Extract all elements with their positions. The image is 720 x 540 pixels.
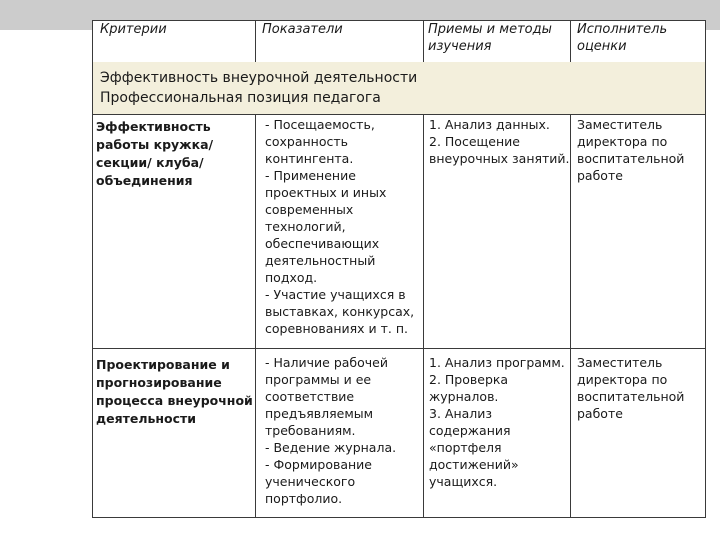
- criteria-line: прогнозирование: [96, 375, 222, 390]
- indicator-line: ученического: [265, 474, 356, 489]
- row2-methods: [429, 354, 565, 490]
- executor-line: работе: [577, 168, 623, 183]
- header-methods-line: изучения: [428, 39, 492, 54]
- row1-criteria: [96, 118, 213, 190]
- method-line: учащихся.: [429, 474, 498, 489]
- criteria-line: работы кружка/: [96, 137, 214, 152]
- executor-line: работе: [577, 406, 623, 421]
- indicator-line: требованиям.: [265, 423, 356, 438]
- section-subtitle: Профессиональная позиция педагога: [100, 90, 381, 106]
- header-executor: [577, 21, 667, 55]
- indicator-line: соответствие: [265, 389, 355, 404]
- executor-line: воспитательной: [577, 389, 685, 404]
- method-line: журналов.: [429, 389, 499, 404]
- indicator-line: выставках, конкурсах,: [265, 304, 415, 319]
- criteria-line: процесса внеурочной: [96, 393, 253, 408]
- executor-line: Заместитель: [577, 117, 663, 132]
- indicator-line: портфолио.: [265, 491, 343, 506]
- indicator-line: программы и ее: [265, 372, 372, 387]
- indicator-line: подход.: [265, 270, 318, 285]
- row1-indicators: [265, 116, 414, 337]
- criteria-line: объединения: [96, 173, 193, 188]
- header-executor-line: оценки: [577, 39, 627, 54]
- indicator-line: - Посещаемость,: [265, 117, 375, 132]
- executor-line: директора по: [577, 372, 668, 387]
- indicator-line: деятельностный: [265, 253, 376, 268]
- criteria-line: секции/ клуба/: [96, 155, 204, 170]
- method-line: 2. Посещение: [429, 134, 520, 149]
- column-divider: [255, 114, 256, 518]
- executor-line: Заместитель: [577, 355, 663, 370]
- column-divider: [255, 20, 256, 62]
- indicator-line: предъявляемым: [265, 406, 374, 421]
- method-line: «портфеля: [429, 440, 502, 455]
- method-line: 2. Проверка: [429, 372, 509, 387]
- row1-executor: [577, 116, 684, 184]
- executor-line: воспитательной: [577, 151, 685, 166]
- column-divider: [570, 114, 571, 518]
- indicator-line: - Формирование: [265, 457, 372, 472]
- indicator-line: обеспечивающих: [265, 236, 380, 251]
- indicator-line: - Ведение журнала.: [265, 440, 397, 455]
- row2-criteria: [96, 356, 253, 428]
- criteria-line: Проектирование и: [96, 357, 230, 372]
- header-methods: [428, 21, 552, 55]
- executor-line: директора по: [577, 134, 668, 149]
- header-executor-line: Исполнитель: [577, 22, 668, 37]
- criteria-line: Эффективность: [96, 119, 211, 134]
- indicator-line: - Наличие рабочей: [265, 355, 388, 370]
- indicator-line: - Участие учащихся в: [265, 287, 406, 302]
- method-line: 3. Анализ: [429, 406, 493, 421]
- indicator-line: проектных и иных: [265, 185, 387, 200]
- indicator-line: технологий,: [265, 219, 346, 234]
- column-divider: [570, 20, 571, 62]
- indicator-line: соревнованиях и т. п.: [265, 321, 409, 336]
- column-divider: [423, 114, 424, 518]
- row1-methods: [429, 116, 570, 167]
- method-line: 1. Анализ программ.: [429, 355, 565, 370]
- method-line: внеурочных занятий.: [429, 151, 570, 166]
- indicator-line: - Применение: [265, 168, 356, 183]
- method-line: содержания: [429, 423, 511, 438]
- method-line: 1. Анализ данных.: [429, 117, 550, 132]
- row-divider: [92, 114, 706, 115]
- method-line: достижений»: [429, 457, 519, 472]
- header-indicators: Показатели: [262, 22, 343, 37]
- criteria-line: деятельности: [96, 411, 197, 426]
- row-divider: [92, 348, 706, 349]
- row2-indicators: [265, 354, 396, 507]
- header-methods-line: Приемы и методы: [428, 22, 552, 37]
- indicator-line: сохранность: [265, 134, 349, 149]
- indicator-line: современных: [265, 202, 354, 217]
- indicator-line: контингента.: [265, 151, 354, 166]
- row2-executor: [577, 354, 684, 422]
- header-criteria: Критерии: [100, 22, 167, 37]
- column-divider: [423, 20, 424, 62]
- section-title: Эффективность внеурочной деятельности: [100, 70, 418, 86]
